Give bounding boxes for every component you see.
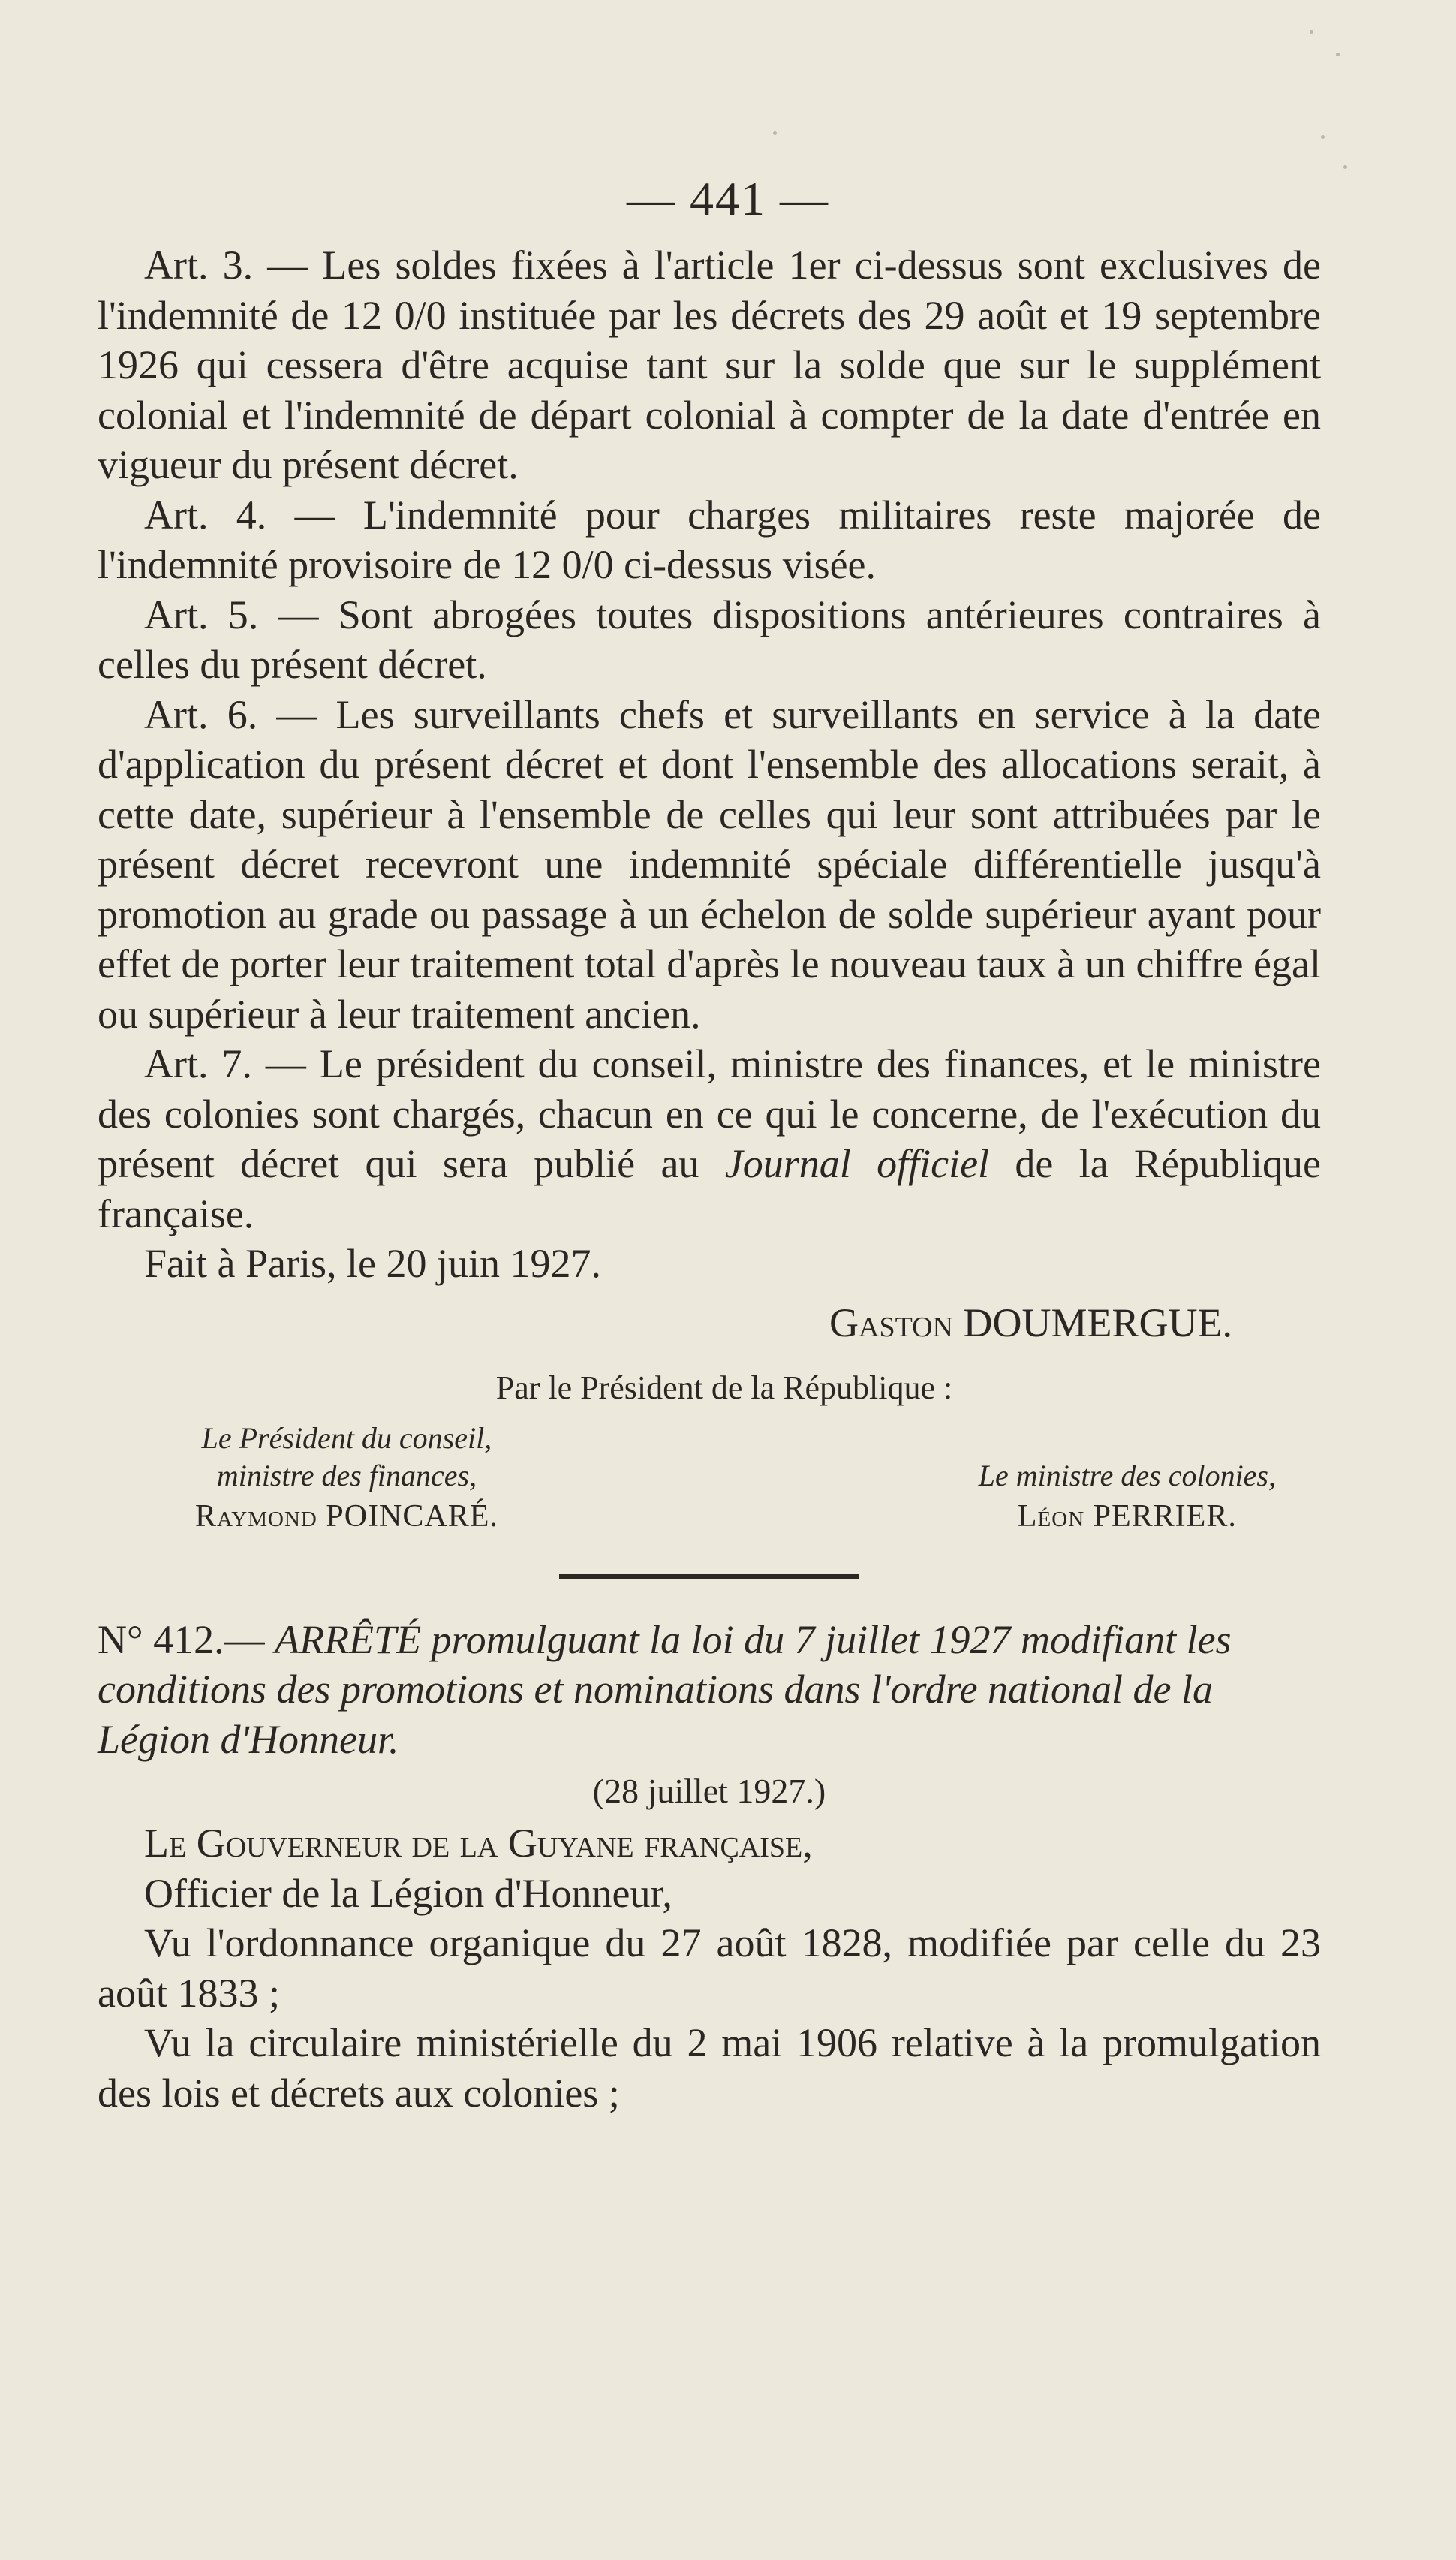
arrete-date: (28 juillet 1927.)	[592, 1772, 826, 1810]
page-number: — 441 —	[627, 172, 829, 225]
document-body	[98, 240, 1321, 2118]
signatory-title: Le Président du conseil,	[201, 1420, 492, 1455]
article-label: Art. 4.	[144, 492, 267, 538]
signatories	[98, 1420, 1321, 1535]
par-le-president: Par le Président de la République :	[495, 1369, 953, 1406]
closing-gouverneur: Le Gouverneur de la Guyane française,	[144, 1821, 813, 1866]
arrete-number: N° 412.—	[98, 1616, 265, 1662]
signatory-left	[195, 1420, 498, 1535]
article-text: — Le président du conseil, ministre des finances, et le ministre des colonies sont chargés, chacun en ce qui le concerne, de l'exécution du présent décret qui sera publié au	[98, 1041, 1321, 1186]
paper-speck	[1310, 30, 1313, 34]
paper-speck	[1321, 135, 1325, 139]
paper-speck	[773, 131, 777, 135]
closing-vu-circulaire: Vu la circulaire ministérielle du 2 mai 1906 relative à la promulgation des lois et décrets aux colonies ;	[98, 2020, 1321, 2116]
article-7	[98, 1039, 1321, 1239]
closing-officier: Officier de la Légion d'Honneur,	[144, 1870, 672, 1916]
fait-line: Fait à Paris, le 20 juin 1927.	[144, 1241, 601, 1286]
arrete-heading	[98, 1615, 1321, 1765]
paper-speck	[1336, 53, 1340, 56]
article-4	[98, 490, 1321, 590]
article-label: Art. 3.	[144, 242, 254, 288]
signatory-right	[979, 1420, 1276, 1535]
signatory-name: Léon PERRIER.	[1017, 1498, 1237, 1534]
article-6	[98, 690, 1321, 1040]
article-text: — Les soldes fixées à l'article 1er ci-dessus sont exclusives de l'indemnité de 12 0/0 instituée par les décrets des 29 août et 19 septembre 1926 qui cessera d'être acquise tant sur la solde que sur le supplément colonial et l'indemnité de départ colonial à compter de la date d'entrée en vigueur du présent décret.	[98, 242, 1321, 487]
article-label: Art. 7.	[144, 1041, 252, 1086]
article-3	[98, 240, 1321, 490]
article-text-end: de la République française.	[98, 1141, 1321, 1236]
journal-title: Journal officiel	[724, 1141, 990, 1186]
article-text: — Sont abrogées toutes dispositions antérieures contraires à celles du présent décret.	[98, 592, 1322, 687]
article-5	[98, 590, 1321, 690]
article-label: Art. 6.	[144, 691, 258, 737]
signatory-name: Raymond POINCARÉ.	[195, 1498, 498, 1534]
section-divider	[559, 1574, 859, 1579]
signature-president: Gaston DOUMERGUE.	[829, 1300, 1232, 1345]
paper-speck	[1343, 165, 1347, 169]
signatory-title: Le ministre des colonies,	[978, 1458, 1276, 1492]
article-label: Art. 5.	[144, 592, 259, 637]
arrete-title: ARRÊTÉ promulguant la loi du 7 juillet 1927 modifiant les conditions des promotions et nominations dans l'ordre national de la Légion d'Honneur.	[98, 1616, 1232, 1762]
article-text: — L'indemnité pour charges militaires reste majorée de l'indemnité provisoire de 12 0/0 ci-dessus visée.	[98, 492, 1321, 587]
closing-vu-ordonnance: Vu l'ordonnance organique du 27 août 1828, modifiée par celle du 23 août 1833 ;	[98, 1920, 1321, 2016]
signatory-title: ministre des finances,	[216, 1458, 477, 1492]
article-text: — Les surveillants chefs et surveillants en service à la date d'application du présent décret et dont l'ensemble des allocations serait, à cette date, supérieur à l'ensemble de celles qui leur sont attribuées par le présent décret recevront une indemnité spéciale différentielle jusqu'à promotion au grade ou passage à un échelon de solde supérieur ayant pour effet de porter leur traitement total d'après le nouveau taux à un chiffre égal ou supérieur à leur traitement ancien.	[98, 691, 1322, 1037]
